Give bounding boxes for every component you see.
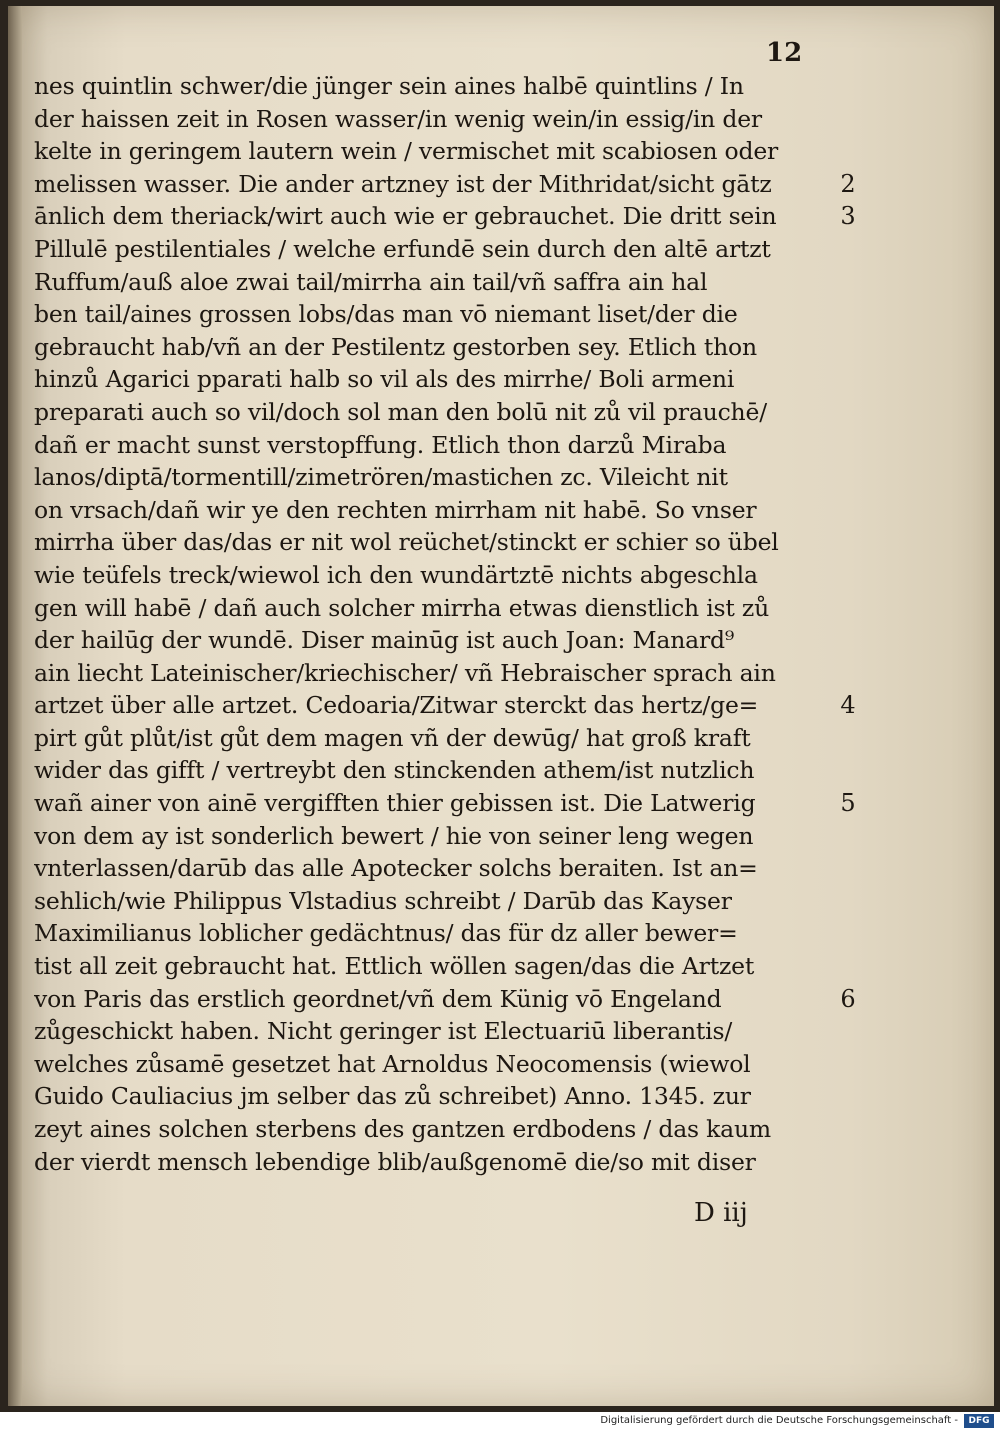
text-line: ānlich dem theriack/wirt auch wie er gebrauchet. Die dritt sein bbox=[34, 202, 777, 231]
text-line: vnterlassen/darūb das alle Apotecker solchs beraiten. Ist an= bbox=[34, 854, 758, 883]
text-line: on vrsach/dañ wir ye den rechten mirrham nit habē. So vnser bbox=[34, 495, 757, 524]
margin-note-number: 4 bbox=[840, 691, 856, 720]
text-line: Maximilianus loblicher gedächtnus/ das für dz aller bewer= bbox=[34, 919, 738, 948]
signature-mark: D iij bbox=[694, 1198, 748, 1228]
text-line: zeyt aines solchen sterbens des gantzen erdbodens / das kaum bbox=[34, 1115, 772, 1143]
dfg-logo: DFG bbox=[964, 1414, 994, 1428]
text-line: der hailūg der wundē. Diser mainūg ist auch Joan: Manard⁹ bbox=[34, 626, 735, 655]
text-line: kelte in geringem lautern wein / vermischet mit scabiosen oder bbox=[34, 137, 779, 166]
text-line: Pillulē pestilentiales / welche erfundē sein durch den altē artzt bbox=[34, 234, 771, 263]
margin-note-number: 3 bbox=[840, 202, 856, 231]
page-text-block bbox=[34, 70, 834, 1178]
margin-note-number: 5 bbox=[840, 789, 856, 818]
page-gutter bbox=[8, 6, 22, 1406]
text-line: zůgeschickt haben. Nicht geringer ist Electuariū liberantis/ bbox=[34, 1017, 733, 1046]
text-line: Ruffum/auß aloe zwai tail/mirrha ain tail/vñ saffra ain hal bbox=[34, 267, 708, 296]
text-line: nes quintlin schwer/die jünger sein aines halbē quintlins / In bbox=[34, 72, 744, 100]
text-line: von dem ay ist sonderlich bewert / hie von seiner leng wegen bbox=[34, 821, 754, 850]
text-line: Guido Cauliacius jm selber das zů schreibet) Anno. 1345. zur bbox=[34, 1082, 751, 1111]
folio-number: 12 bbox=[766, 38, 803, 68]
text-line: wañ ainer von ainē vergifften thier gebissen ist. Die Latwerig bbox=[34, 789, 756, 818]
text-line: von Paris das erstlich geordnet/vñ dem Künig vō Engeland bbox=[34, 984, 722, 1013]
text-line: melissen wasser. Die ander artzney ist der Mithridat/sicht gātz bbox=[34, 169, 772, 198]
text-line: hinzů Agarici pparati halb so vil als des mirrhe/ Boli armeni bbox=[34, 365, 735, 394]
text-line: preparati auch so vil/doch sol man den bolū nit zů vil prauchē/ bbox=[34, 397, 767, 426]
text-line: der vierdt mensch lebendige blib/außgenomē die/so mit diser bbox=[34, 1147, 756, 1176]
text-line: wie teüfels treck/wiewol ich den wundärtztē nichts abgeschla bbox=[34, 560, 758, 589]
text-line: tist all zeit gebraucht hat. Ettlich wöllen sagen/das die Artzet bbox=[34, 952, 755, 981]
margin-note-number: 6 bbox=[840, 984, 856, 1013]
text-line: welches zůsamē gesetzet hat Arnoldus Neocomensis (wiewol bbox=[34, 1049, 751, 1078]
text-line: der haissen zeit in Rosen wasser/in wenig wein/in essig/in der bbox=[34, 104, 762, 133]
margin-note-number: 2 bbox=[840, 169, 856, 198]
text-line: pirt gůt plůt/ist gůt dem magen vñ der dewūg/ hat groß kraft bbox=[34, 723, 751, 752]
text-line: ben tail/aines grossen lobs/das man vō niemant liset/der die bbox=[34, 300, 738, 329]
text-line: ain liecht Lateinischer/kriechischer/ vñ Hebraischer sprach ain bbox=[34, 658, 776, 687]
text-line: wider das gifft / vertreybt den stinckenden athem/ist nutzlich bbox=[34, 756, 755, 785]
text-line: lanos/diptā/tormentill/zimetrören/mastichen zc. Vileicht nit bbox=[34, 463, 728, 492]
text-line: dañ er macht sunst verstopffung. Etlich thon darzů Miraba bbox=[34, 430, 727, 459]
text-line: gen will habē / dañ auch solcher mirrha etwas dienstlich ist zů bbox=[34, 593, 770, 622]
text-line: artzet über alle artzet. Cedoaria/Zitwar sterckt das hertz/ge= bbox=[34, 691, 759, 720]
text-line: gebraucht hab/vñ an der Pestilentz gestorben sey. Etlich thon bbox=[34, 332, 757, 361]
funding-credit: Digitalisierung gefördert durch die Deutsche Forschungsgemeinschaft - bbox=[600, 1415, 958, 1426]
text-line: mirrha über das/das er nit wol reüchet/stinckt er schier so übel bbox=[34, 528, 779, 557]
text-line: sehlich/wie Philippus Vlstadius schreibt / Darūb das Kayser bbox=[34, 886, 732, 915]
